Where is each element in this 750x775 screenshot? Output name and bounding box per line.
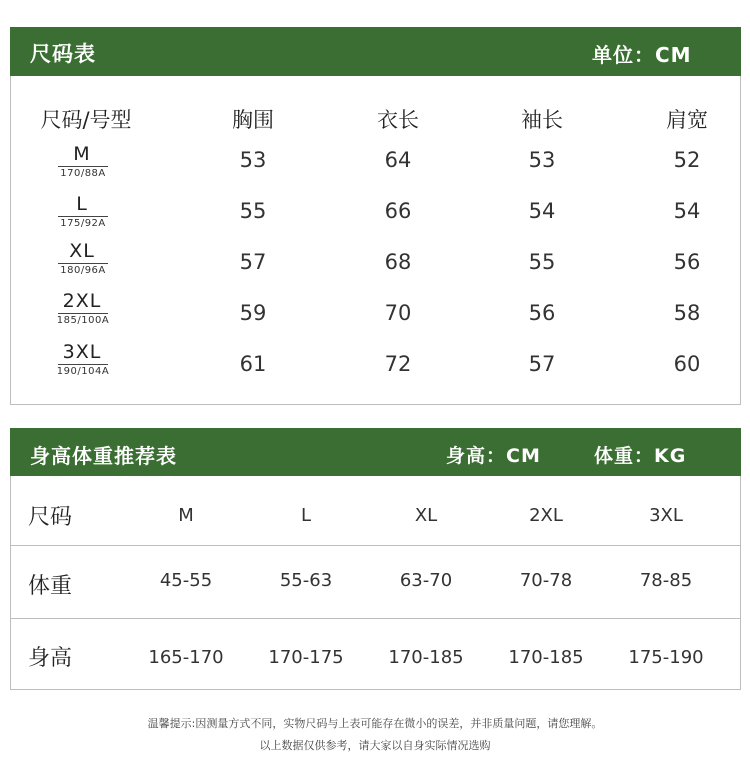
height-range: 165-170 <box>148 647 224 668</box>
chest-value: 55 <box>239 199 267 223</box>
sleeve-value: 56 <box>528 301 556 325</box>
weight-range: 63-70 <box>399 570 453 591</box>
disclaimer-note: 温馨提示:因测量方式不同，实物尺码与上表可能存在微小的误差，并非质量问题，请您理解。 <box>147 717 603 730</box>
sleeve-value: 54 <box>528 199 556 223</box>
col-header-shoulder: 肩宽 <box>666 108 708 132</box>
weight-range: 55-63 <box>279 570 333 591</box>
size-spec: 185/100A <box>56 315 110 326</box>
col-header-sleeve: 袖长 <box>521 108 563 132</box>
recommend-size: M <box>178 505 194 526</box>
weight-range: 45-55 <box>159 570 213 591</box>
size-spec: 180/96A <box>60 265 106 276</box>
shoulder-value: 56 <box>673 250 701 274</box>
size-spec: 175/92A <box>60 218 106 229</box>
size-divider <box>58 313 108 314</box>
shoulder-value: 60 <box>673 352 701 376</box>
size-spec: 190/104A <box>56 366 110 377</box>
shoulder-value: 54 <box>673 199 701 223</box>
height-range: 170-185 <box>508 647 584 668</box>
weight-range: 78-85 <box>639 570 693 591</box>
recommend-size: XL <box>414 505 438 526</box>
shoulder-value: 58 <box>673 301 701 325</box>
recommend-size: 3XL <box>649 505 683 526</box>
col-header-chest: 胸围 <box>232 108 274 132</box>
length-value: 64 <box>384 148 412 172</box>
recommend-table-title: 身高体重推荐表 <box>30 444 177 468</box>
chest-value: 61 <box>239 352 267 376</box>
row-label-size: 尺码 <box>28 505 73 530</box>
size-divider <box>58 263 108 264</box>
chest-value: 57 <box>239 250 267 274</box>
row-label-weight: 体重 <box>28 574 73 599</box>
height-unit: 身高：CM <box>446 445 541 467</box>
weight-range: 70-78 <box>519 570 573 591</box>
sleeve-value: 55 <box>528 250 556 274</box>
chest-value: 53 <box>239 148 267 172</box>
height-range: 170-185 <box>388 647 464 668</box>
row-divider <box>11 618 740 619</box>
row-divider <box>11 545 740 546</box>
length-value: 66 <box>384 199 412 223</box>
size-label: XL <box>69 240 95 262</box>
size-table-unit: 单位：CM <box>592 43 692 67</box>
size-label: L <box>76 193 88 215</box>
length-value: 68 <box>384 250 412 274</box>
col-header-size: 尺码/号型 <box>40 108 132 132</box>
size-divider <box>58 364 108 365</box>
col-header-length: 衣长 <box>377 108 419 132</box>
height-range: 170-175 <box>268 647 344 668</box>
sleeve-value: 53 <box>528 148 556 172</box>
recommend-table-header <box>10 428 741 476</box>
recommend-size: L <box>300 505 312 526</box>
size-divider <box>58 216 108 217</box>
length-value: 70 <box>384 301 412 325</box>
chest-value: 59 <box>239 301 267 325</box>
weight-unit: 体重：KG <box>594 445 687 467</box>
size-divider <box>58 166 108 167</box>
recommend-size: 2XL <box>529 505 563 526</box>
height-range: 175-190 <box>628 647 704 668</box>
row-label-height: 身高 <box>28 646 73 671</box>
size-label: 2XL <box>62 290 102 312</box>
shoulder-value: 52 <box>673 148 701 172</box>
size-table-header <box>10 27 741 76</box>
size-spec: 170/88A <box>60 168 106 179</box>
size-label: M <box>73 143 91 165</box>
reference-note: 以上数据仅供参考，请大家以自身实际情况选购 <box>259 739 491 752</box>
length-value: 72 <box>384 352 412 376</box>
sleeve-value: 57 <box>528 352 556 376</box>
size-table-title: 尺码表 <box>30 42 96 66</box>
size-label: 3XL <box>62 341 102 363</box>
